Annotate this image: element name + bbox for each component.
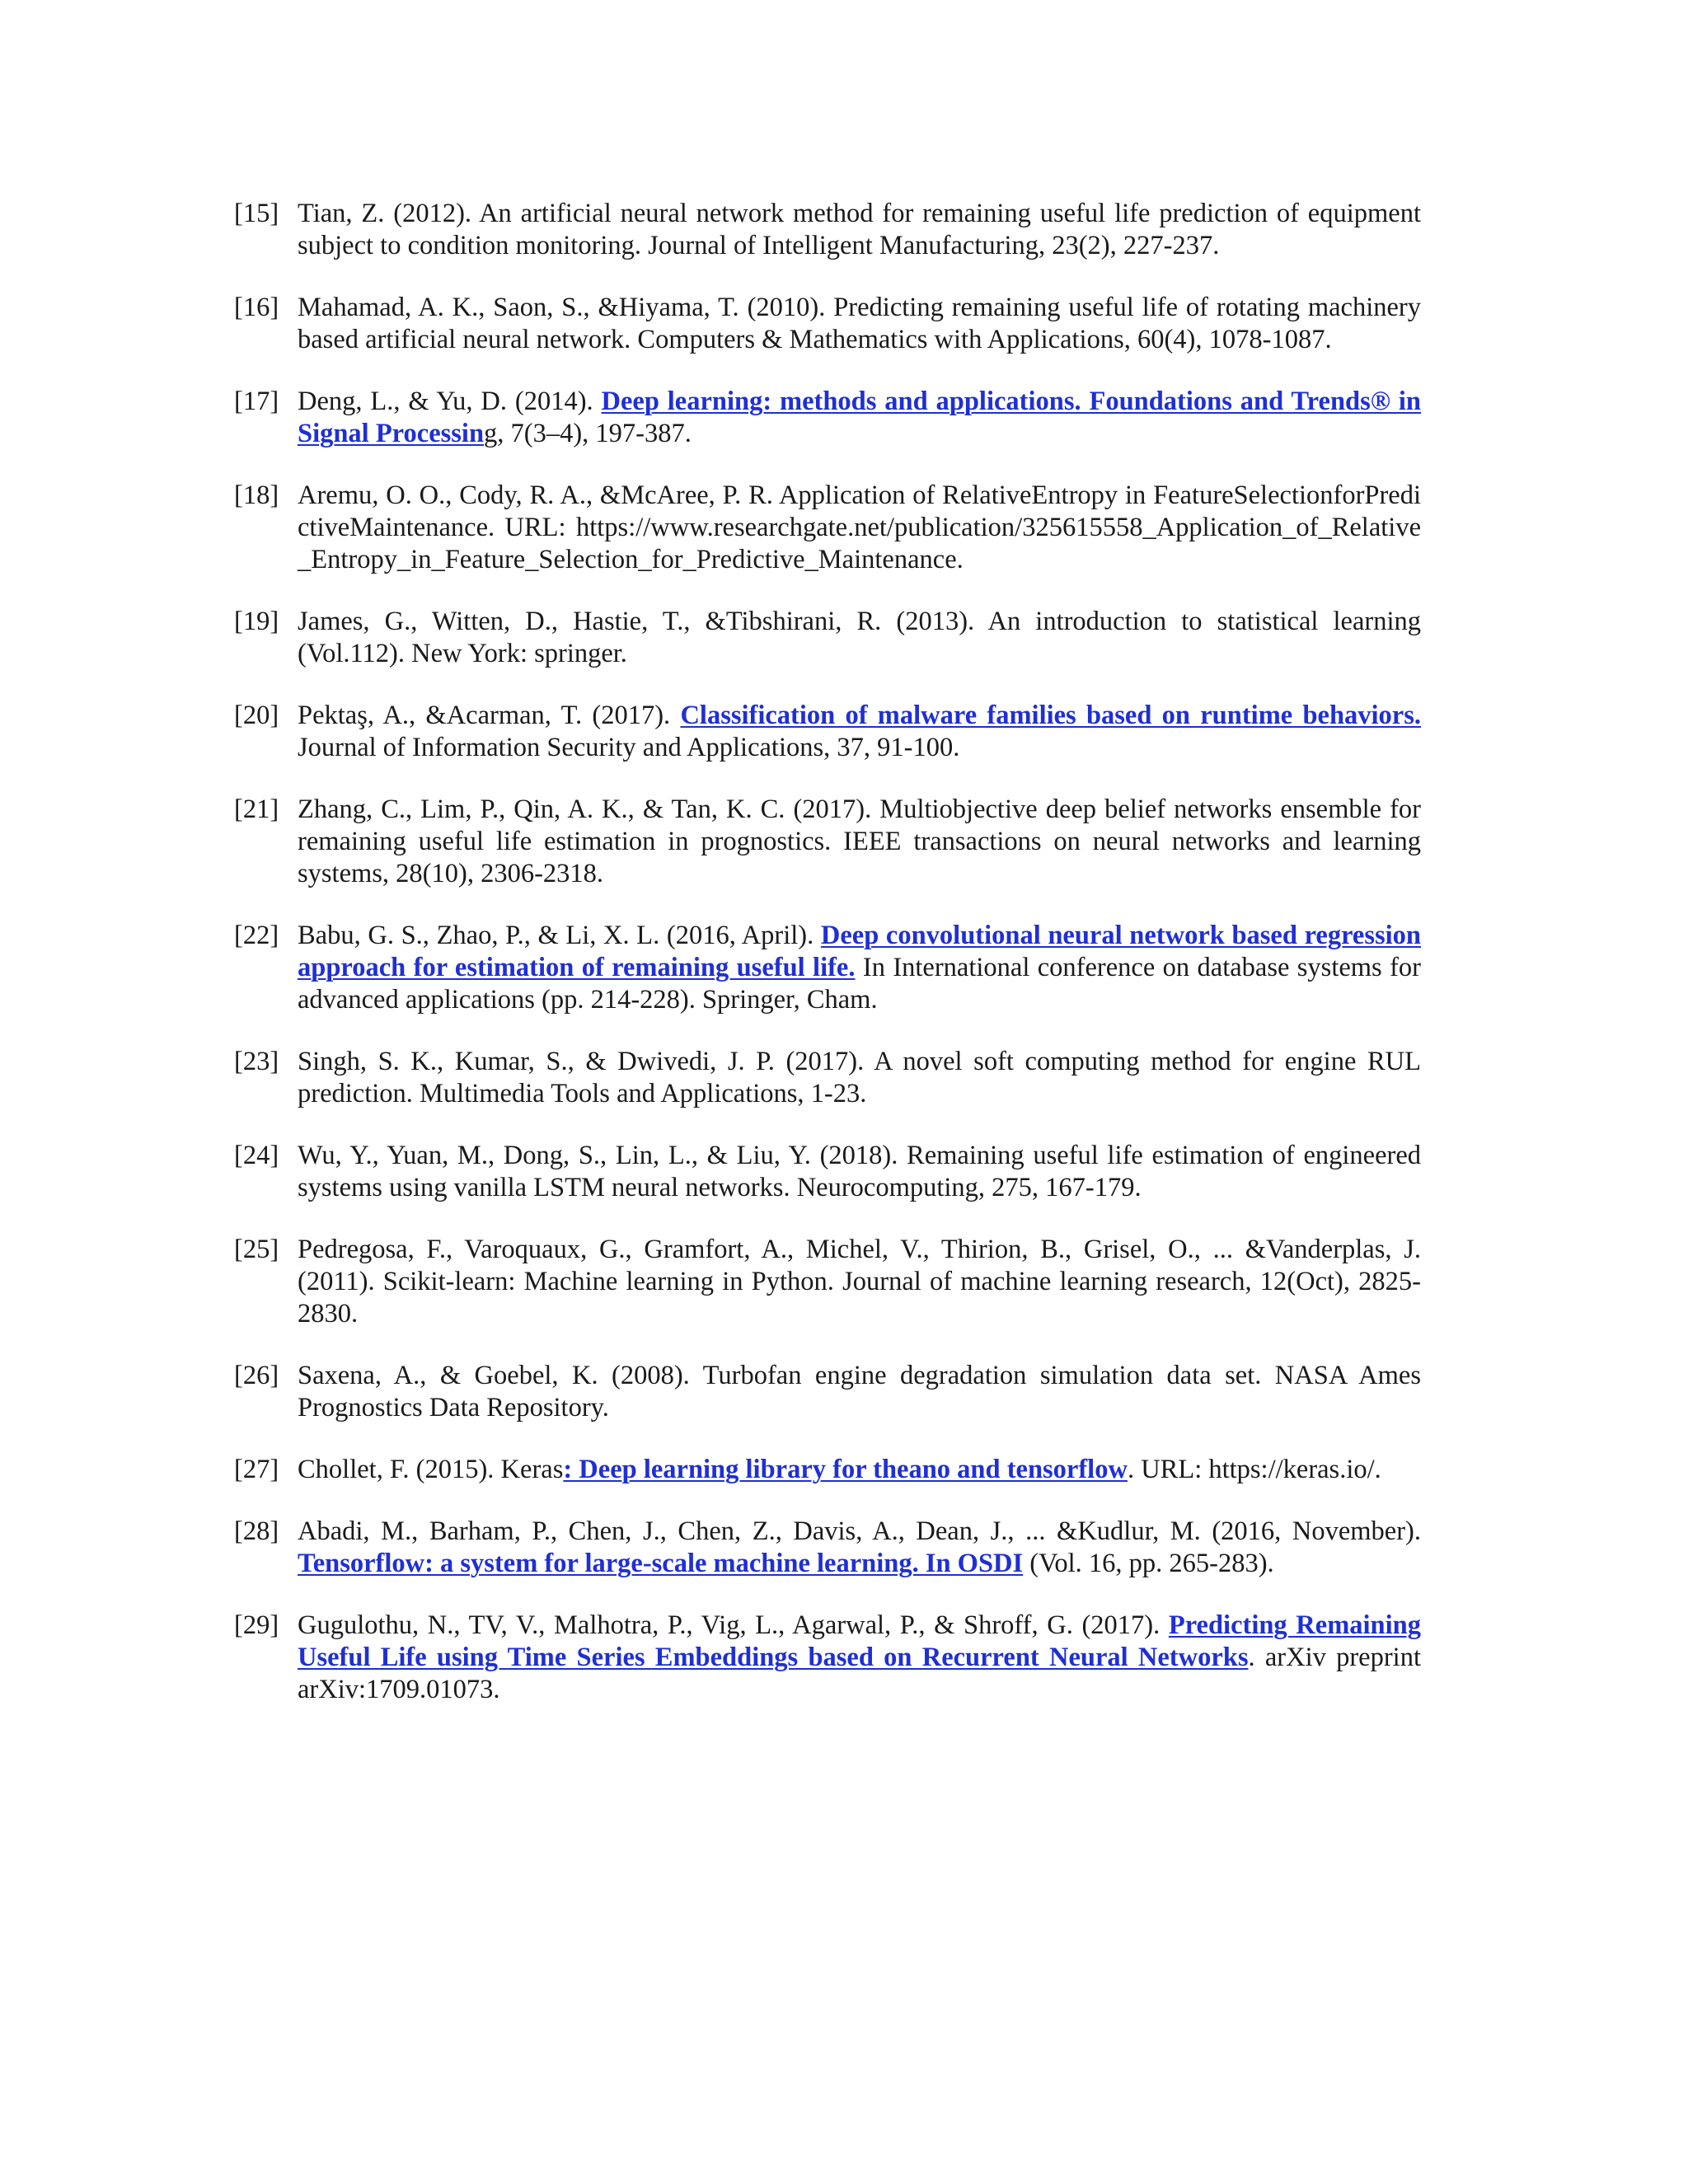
reference-number: [25] <box>234 1235 279 1264</box>
reference-number: [26] <box>234 1361 279 1390</box>
reference-text <box>298 1360 1421 1424</box>
reference-text-segment: Tian, Z. (2012). An artificial neural network method for remaining useful life prediction of equipment subject to condition monitoring. Journal of Intelligent Manufacturing, 23(2), 227-237. <box>298 199 1421 260</box>
reference-number: [20] <box>234 701 279 730</box>
reference-text-segment: . URL: https://keras.io/. <box>1127 1455 1381 1484</box>
reference-link[interactable]: Deep learning: methods and applications. Foundations and Trends® in Signal Processin <box>298 387 1421 448</box>
reference-item <box>234 794 1421 890</box>
reference-text-segment: Zhang, C., Lim, P., Qin, A. K., & Tan, K. C. (2017). Multiobjective deep belief networks ensemble for remaining useful life estimation in prognostics. IEEE transactions on neural networks and learning systems, 28(10), 2306-2318. <box>298 794 1421 888</box>
reference-text <box>298 1234 1421 1330</box>
reference-text-segment: Wu, Y., Yuan, M., Dong, S., Lin, L., & Liu, Y. (2018). Remaining useful life estimation of engineered systems using vanilla LSTM neural networks. Neurocomputing, 275, 167-179. <box>298 1141 1421 1202</box>
reference-text <box>298 1140 1421 1204</box>
reference-number: [19] <box>234 607 279 636</box>
reference-number: [29] <box>234 1610 279 1640</box>
reference-item <box>234 606 1421 670</box>
reference-text <box>298 1516 1421 1580</box>
reference-text-segment: Abadi, M., Barham, P., Chen, J., Chen, Z., Davis, A., Dean, J., ... &Kudlur, M. (2016, November). <box>298 1516 1421 1546</box>
reference-number: [28] <box>234 1516 279 1546</box>
reference-item <box>234 1140 1421 1204</box>
reference-link[interactable]: Classification of malware families based on runtime behaviors. <box>680 701 1421 730</box>
reference-text <box>298 480 1421 576</box>
reference-text <box>298 920 1421 1016</box>
reference-text-segment: Singh, S. K., Kumar, S., & Dwivedi, J. P. (2017). A novel soft computing method for engine RUL prediction. Multimedia Tools and Applications, 1-23. <box>298 1047 1421 1108</box>
reference-text-segment: Aremu, O. O., Cody, R. A., &McAree, P. R. Application of RelativeEntropy in FeatureSelectionforPredictiveMaintenance. URL: https://www.researchgate.net/publication/325615558_Application_of_Relative_Entropy_in_Feature_Selection_for_Predictive_Maintenance. <box>298 480 1421 574</box>
reference-item <box>234 920 1421 1016</box>
reference-text-segment: Saxena, A., & Goebel, K. (2008). Turbofan engine degradation simulation data set. NASA Ames Prognostics Data Repository. <box>298 1361 1421 1422</box>
reference-number: [27] <box>234 1455 279 1484</box>
reference-text-segment: Mahamad, A. K., Saon, S., &Hiyama, T. (2010). Predicting remaining useful life of rotating machinery based artificial neural network. Computers & Mathematics with Applications, 60(4), 1078-1087. <box>298 293 1421 354</box>
reference-list <box>234 198 1421 1706</box>
reference-text <box>298 1610 1421 1706</box>
reference-text <box>298 1454 1421 1486</box>
reference-number: [21] <box>234 794 279 824</box>
reference-number: [24] <box>234 1141 279 1170</box>
reference-number: [17] <box>234 387 279 416</box>
reference-item <box>234 1360 1421 1424</box>
reference-text-segment: (Vol. 16, pp. 265-283). <box>1023 1549 1274 1578</box>
reference-link[interactable]: Tensorflow: a system for large-scale machine learning. In OSDI <box>298 1549 1024 1578</box>
reference-number: [22] <box>234 921 279 950</box>
reference-text-segment: Chollet, F. (2015). Keras <box>298 1455 564 1484</box>
reference-text <box>298 700 1421 764</box>
reference-text-segment: James, G., Witten, D., Hastie, T., &Tibshirani, R. (2013). An introduction to statistical learning (Vol.112). New York: springer. <box>298 607 1421 668</box>
reference-link[interactable]: Deep convolutional neural network based regression approach for estimation of remaining useful life. <box>298 921 1421 982</box>
reference-text <box>298 1046 1421 1110</box>
reference-item <box>234 1454 1421 1486</box>
reference-number: [16] <box>234 293 279 322</box>
reference-item <box>234 1516 1421 1580</box>
reference-number: [18] <box>234 480 279 510</box>
reference-text-segment: Gugulothu, N., TV, V., Malhotra, P., Vig, L., Agarwal, P., & Shroff, G. (2017). <box>298 1610 1169 1640</box>
reference-text-segment: Deng, L., & Yu, D. (2014). <box>298 387 602 416</box>
reference-text-segment: g, 7(3–4), 197-387. <box>484 419 692 448</box>
reference-item <box>234 1234 1421 1330</box>
reference-text <box>298 794 1421 890</box>
reference-item <box>234 198 1421 262</box>
reference-number: [23] <box>234 1047 279 1076</box>
reference-text-segment: Babu, G. S., Zhao, P., & Li, X. L. (2016, April). <box>298 921 821 950</box>
reference-item <box>234 292 1421 356</box>
reference-text <box>298 292 1421 356</box>
reference-number: [15] <box>234 199 279 228</box>
reference-text-segment: Pedregosa, F., Varoquaux, G., Gramfort, A., Michel, V., Thirion, B., Grisel, O., ... &Vanderplas, J. (2011). Scikit-learn: Machine learning in Python. Journal of machine learning research, 12(Oct), 2825-2830. <box>298 1235 1421 1329</box>
reference-text <box>298 606 1421 670</box>
reference-text-segment: Journal of Information Security and Applications, 37, 91-100. <box>298 733 960 762</box>
reference-text <box>298 198 1421 262</box>
reference-text-segment: . arXiv preprint arXiv:1709.01073. <box>298 1643 1421 1704</box>
reference-link[interactable]: : Deep learning library for theano and tensorflow <box>563 1455 1128 1484</box>
reference-text <box>298 386 1421 450</box>
reference-item <box>234 386 1421 450</box>
reference-item <box>234 480 1421 576</box>
reference-link[interactable]: Predicting Remaining Useful Life using Time Series Embeddings based on Recurrent Neural Networks <box>298 1610 1421 1672</box>
reference-text-segment: In International conference on database systems for advanced applications (pp. 214-228). Springer, Cham. <box>298 953 1421 1015</box>
reference-item <box>234 1610 1421 1706</box>
reference-item <box>234 1046 1421 1110</box>
reference-item <box>234 700 1421 764</box>
reference-text-segment: Pektaş, A., &Acarman, T. (2017). <box>298 701 681 730</box>
